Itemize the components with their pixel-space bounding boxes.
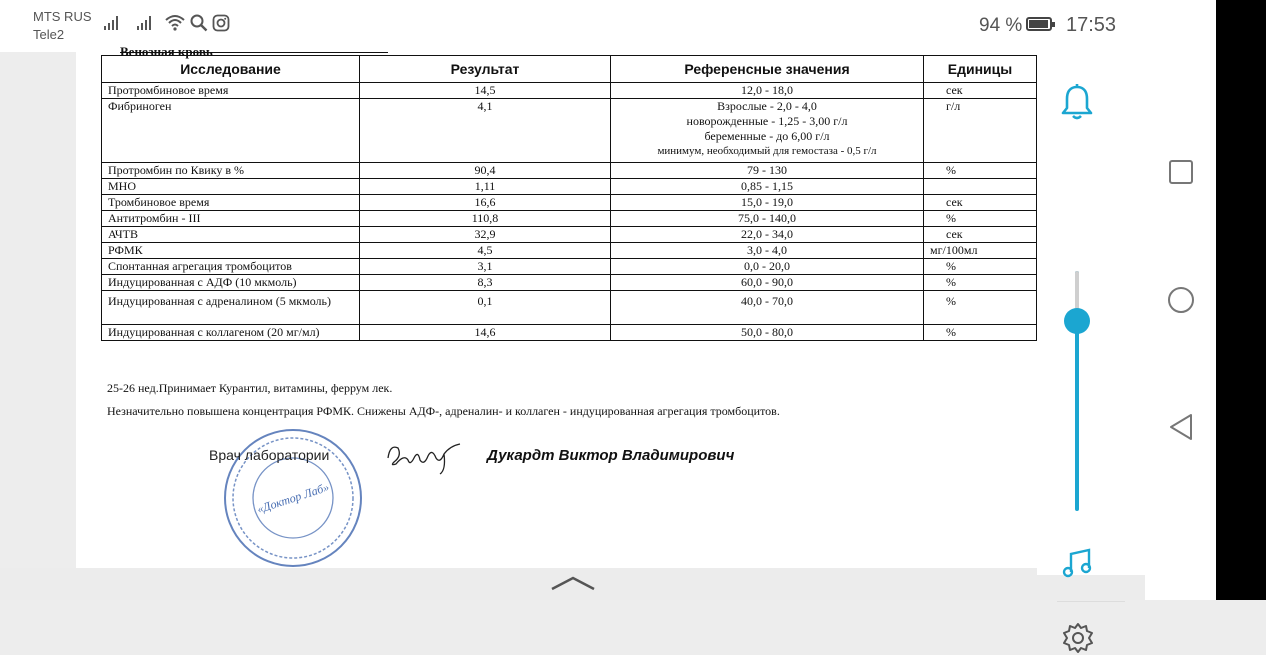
cell-unit: г/л [924, 99, 1037, 163]
cell-result: 14,5 [360, 83, 611, 99]
wifi-icon [164, 14, 186, 32]
signal-icon [104, 16, 118, 30]
carrier-info [33, 8, 92, 44]
table-row [102, 83, 1037, 99]
table-row [102, 163, 1037, 179]
cell-unit: сек [924, 195, 1037, 211]
cell-result: 90,4 [360, 163, 611, 179]
cell-result: 110,8 [360, 211, 611, 227]
table-header-row [102, 56, 1037, 83]
cell-reference: 12,0 - 18,0 [611, 83, 924, 99]
cell-test: АЧТВ [102, 227, 360, 243]
cell-reference: 0,0 - 20,0 [611, 259, 924, 275]
carrier-2: Tele2 [33, 27, 65, 42]
cell-unit: % [924, 259, 1037, 275]
reference-line: новорожденные - 1,25 - 3,00 г/л [686, 114, 848, 128]
panel-divider [1057, 601, 1125, 602]
cell-unit: % [924, 211, 1037, 227]
volume-slider-handle[interactable] [1064, 308, 1090, 334]
reference-line: беременные - до 6,00 г/л [704, 129, 830, 143]
cell-result: 14,6 [360, 325, 611, 341]
cell-test: Тромбиновое время [102, 195, 360, 211]
cell-reference: 79 - 130 [611, 163, 924, 179]
table-row [102, 195, 1037, 211]
header-test: Исследование [102, 56, 360, 83]
carrier-1: MTS RUS [33, 9, 92, 24]
table-row [102, 243, 1037, 259]
note-medication: 25-26 нед.Принимает Курантил, витамины, феррум лек. [107, 381, 393, 395]
doctor-name: Дукардт Виктор Владимирович [487, 447, 735, 464]
cell-result: 8,3 [360, 275, 611, 291]
doctor-label: Врач лаборатории [209, 447, 330, 463]
cell-reference: 75,0 - 140,0 [611, 211, 924, 227]
volume-card [1037, 151, 1145, 575]
bell-icon[interactable] [1059, 83, 1095, 121]
cell-unit: % [924, 275, 1037, 291]
table-row [102, 291, 1037, 325]
battery-fill [1029, 20, 1048, 28]
cell-result: 3,1 [360, 259, 611, 275]
chevron-up-icon[interactable] [550, 575, 596, 591]
stamp-text: «Доктор Лаб» [255, 479, 331, 517]
reference-line: Взрослые - 2,0 - 4,0 [717, 99, 817, 113]
cell-test: Индуцированная с адреналином (5 мкмоль) [102, 291, 360, 325]
cell-reference: 50,0 - 80,0 [611, 325, 924, 341]
cell-test: МНО [102, 179, 360, 195]
cell-result: 1,11 [360, 179, 611, 195]
cell-reference: 40,0 - 70,0 [611, 291, 924, 325]
cell-test: Спонтанная агрегация тромбоцитов [102, 259, 360, 275]
music-note-icon[interactable] [1061, 546, 1095, 580]
cell-reference: 0,85 - 1,15 [611, 179, 924, 195]
signature [384, 436, 474, 476]
document-page[interactable] [76, 44, 1145, 568]
circle-nav-icon[interactable] [1167, 286, 1195, 314]
cell-unit: сек [924, 227, 1037, 243]
cell-test: Индуцированная с АДФ (10 мкмоль) [102, 275, 360, 291]
square-nav-icon[interactable] [1167, 158, 1195, 186]
cell-reference: 22,0 - 34,0 [611, 227, 924, 243]
header-reference: Референсные значения [611, 56, 924, 83]
cell-reference [611, 99, 924, 163]
cell-test: Протромбин по Квику в % [102, 163, 360, 179]
battery-percent: 94 % [979, 15, 1023, 36]
back-nav-icon[interactable] [1167, 413, 1195, 441]
cell-reference: 3,0 - 4,0 [611, 243, 924, 259]
table-row [102, 227, 1037, 243]
battery-icon [1026, 17, 1052, 31]
table-row [102, 211, 1037, 227]
header-units: Единицы [924, 56, 1037, 83]
cut-heading: Венозная кровь [120, 44, 388, 53]
reference-line: минимум, необходимый для гемостаза - 0,5 г/л [657, 145, 877, 157]
gear-icon[interactable] [1061, 621, 1095, 655]
clock: 17:53 [1066, 14, 1117, 36]
header-result: Результат [360, 56, 611, 83]
cell-unit: % [924, 325, 1037, 341]
cell-unit: мг/100мл [924, 243, 1037, 259]
table-row [102, 259, 1037, 275]
signal-icon-2 [137, 16, 151, 30]
instagram-icon [212, 14, 230, 32]
cell-reference: 15,0 - 19,0 [611, 195, 924, 211]
cell-result: 4,1 [360, 99, 611, 163]
cell-test: Антитромбин - III [102, 211, 360, 227]
table-row [102, 325, 1037, 341]
cell-test: Протромбиновое время [102, 83, 360, 99]
cell-unit: сек [924, 83, 1037, 99]
cell-test: Фибриноген [102, 99, 360, 163]
note-conclusion: Незначительно повышена концентрация РФМК. Снижены АДФ-, адреналин- и коллаген - индуцированная агрегация тромбоцитов. [107, 404, 780, 418]
cell-reference: 60,0 - 90,0 [611, 275, 924, 291]
results-table [101, 55, 1037, 341]
table-row [102, 99, 1037, 163]
cell-result: 4,5 [360, 243, 611, 259]
cell-result: 16,6 [360, 195, 611, 211]
cell-result: 0,1 [360, 291, 611, 325]
screen-edge [1216, 0, 1266, 600]
cell-result: 32,9 [360, 227, 611, 243]
table-row [102, 275, 1037, 291]
cell-test: РФМК [102, 243, 360, 259]
table-row [102, 179, 1037, 195]
cell-test: Индуцированная с коллагеном (20 мг/мл) [102, 325, 360, 341]
cell-unit: % [924, 291, 1037, 325]
cell-unit [924, 179, 1037, 195]
navigation-bar [1145, 0, 1216, 600]
volume-panel [1037, 63, 1145, 575]
ring-mode-card[interactable] [1037, 63, 1145, 143]
search-icon [190, 14, 208, 32]
cell-unit: % [924, 163, 1037, 179]
